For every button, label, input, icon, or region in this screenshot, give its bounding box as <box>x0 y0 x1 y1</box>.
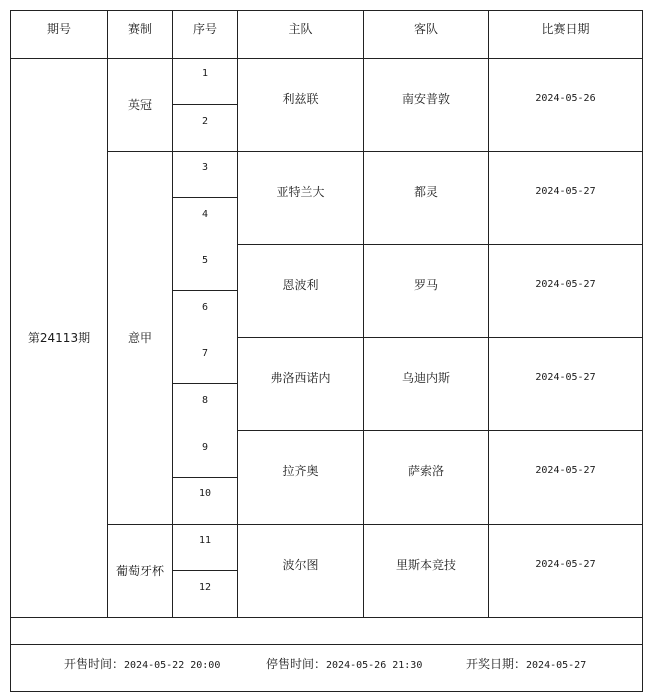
match-date: 2024-05-27 <box>535 279 596 290</box>
match-date: 2024-05-27 <box>535 372 596 383</box>
sale-start-label: 开售时间： <box>64 656 125 671</box>
draw-date-value: 2024-05-27 <box>526 659 587 671</box>
home-team: 弗洛西诺内 <box>270 371 331 385</box>
header-serial: 序号 <box>192 22 217 36</box>
sale-info-footer <box>10 645 643 681</box>
serial-number: 2 <box>201 116 209 127</box>
serial-number: 5 <box>201 255 209 266</box>
sale-start-value: 2024-05-22 20:00 <box>124 659 221 671</box>
serial-number: 1 <box>201 68 209 79</box>
home-team: 拉齐奥 <box>282 464 319 478</box>
match-date: 2024-05-27 <box>535 465 596 476</box>
serial-number: 10 <box>198 488 212 499</box>
header-competition: 赛制 <box>127 22 152 36</box>
home-team: 波尔图 <box>282 558 319 572</box>
competition-cell: 英冠 <box>127 98 152 112</box>
header-match-date: 比赛日期 <box>541 22 590 36</box>
header-period: 期号 <box>46 22 71 36</box>
match-date: 2024-05-27 <box>535 559 596 570</box>
away-team: 乌迪内斯 <box>401 371 450 385</box>
serial-number: 9 <box>201 442 209 453</box>
serial-number: 7 <box>201 348 209 359</box>
sale-start <box>64 655 220 672</box>
header-home-team: 主队 <box>288 22 313 36</box>
serial-number: 11 <box>198 535 212 546</box>
serial-number: 8 <box>201 395 209 406</box>
sale-end-label: 停售时间： <box>266 656 327 671</box>
serial-number: 6 <box>201 302 209 313</box>
serial-number: 12 <box>198 582 212 593</box>
away-team: 里斯本竞技 <box>395 558 456 572</box>
home-team: 利兹联 <box>282 92 319 106</box>
serial-number: 3 <box>201 162 209 173</box>
away-team: 都灵 <box>413 185 438 199</box>
home-team: 恩波利 <box>282 278 319 292</box>
header-away-team: 客队 <box>413 22 438 36</box>
sale-end-value: 2024-05-26 21:30 <box>326 659 423 671</box>
lottery-schedule-table <box>10 10 643 692</box>
match-date: 2024-05-27 <box>535 186 596 197</box>
draw-date-label: 开奖日期： <box>466 656 527 671</box>
away-team: 南安普敦 <box>401 92 450 106</box>
draw-date <box>466 655 586 672</box>
away-team: 萨索洛 <box>407 464 444 478</box>
serial-number: 4 <box>201 209 209 220</box>
period-number: 第24113期 <box>27 331 91 345</box>
competition-cell: 葡萄牙杯 <box>115 564 164 578</box>
match-date: 2024-05-26 <box>535 93 596 104</box>
away-team: 罗马 <box>413 278 438 292</box>
sale-end <box>266 655 422 672</box>
competition-cell: 意甲 <box>127 331 152 345</box>
home-team: 亚特兰大 <box>276 185 325 199</box>
